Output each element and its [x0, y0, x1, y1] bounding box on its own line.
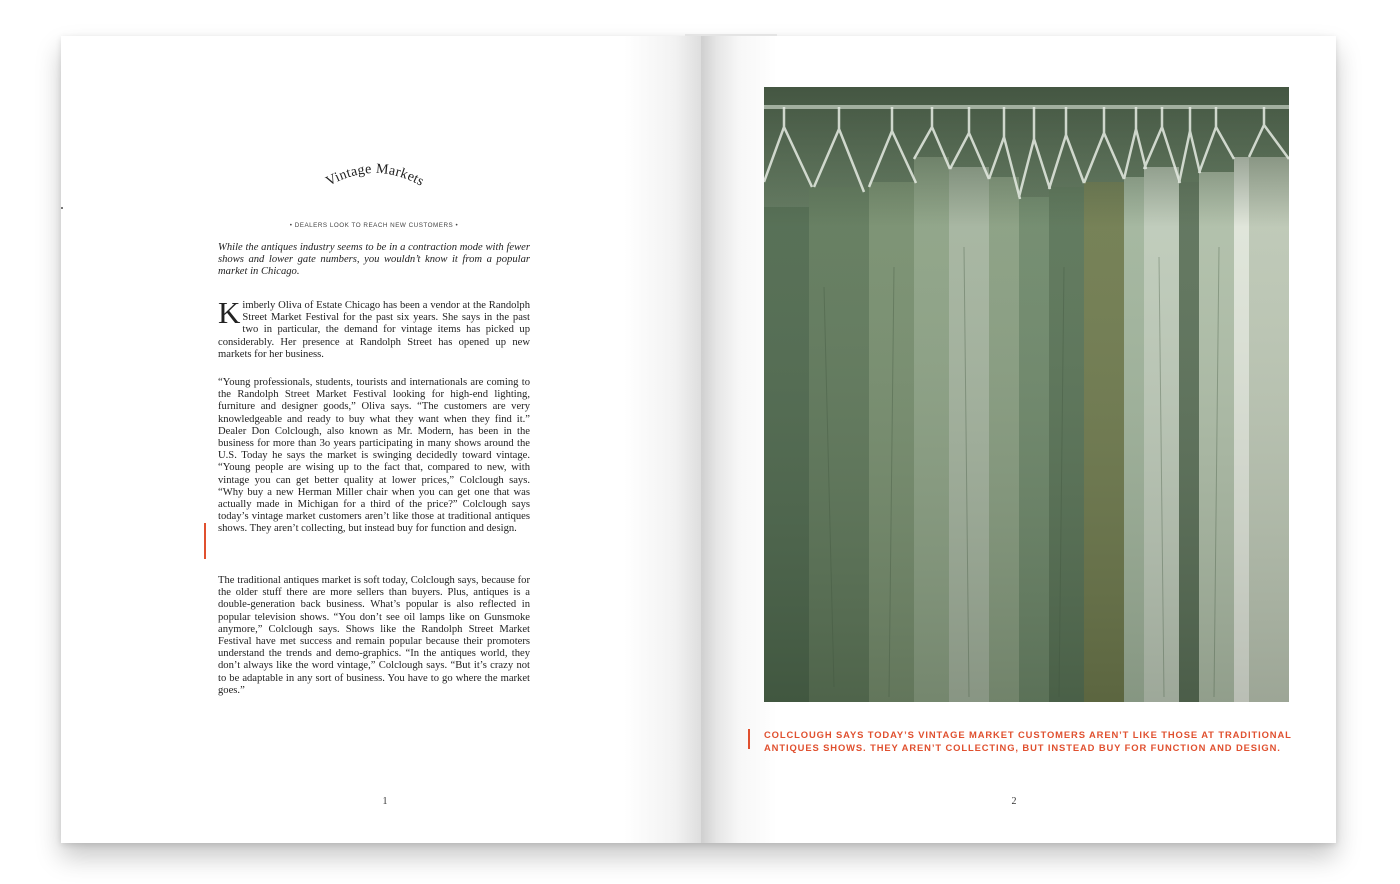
body-paragraph: “Young professionals, students, tourists and internationals are coming to the Randolph Street Market Festival looking for high-end lighting, furniture and designer goods,” Oliva says. “The customers are very knowledgeable and ready to buy what they want when they find it.” Dealer Don Colclough, also known as Mr. Modern, has been in the business for more than 3o years participating in many shows around the U.S. Today he says the market is swinging decidedly toward vintage. “Young people are wising up to the fact that, compared to new, with vintage you can get better quality at lower prices,” Colclough says. “Why buy a new Herman Miller chair when you can get one that was actually made in Michigan for a third of the price?” Colclough says today’s vintage market customers aren’t like those at traditional antiques shows. They aren’t collecting, but instead buy for function and design. — [218, 377, 530, 535]
photo-caption: COLCLOUGH SAYS TODAY’S VINTAGE MARKET CUSTOMERS AREN’T LIKE THOSE AT TRADITIONAL ANTIQUES SHOWS. THEY AREN’T COLLECTING, BUT INSTEAD BUY FOR FUNCTION AND DESIGN. — [764, 729, 1292, 753]
article-title — [250, 123, 500, 213]
article-intro: While the antiques industry seems to be in a contraction mode with fewer shows and lower gate numbers, you wouldn’t know it from a popular market in Chicago. — [218, 242, 530, 277]
pull-quote-marker — [204, 523, 206, 559]
article-title-text: Vintage Markets — [323, 161, 427, 190]
page-number: 2 — [1011, 796, 1017, 807]
body-paragraph — [218, 295, 530, 361]
body-paragraph: The traditional antiques market is soft today, Colclough says, because for the older stuff there are more sellers than buyers. Plus, antiques is a double-generation back business. What’s popular is also reflected in popular television shows. “You don’t see oil lamps like on Gunsmoke anymore,” Colclough says. Shows like the Randolph Street Market Festival have met success and remain popular because their promoters understand the trends and demo-graphics. “In the antiques world, they don’t always like the word vintage,” Colclough says. “But it’s crazy not to be adaptable in any sort of business. You have to go where the market goes.” — [218, 575, 530, 696]
drop-cap: K — [218, 295, 241, 330]
page-edge-mark — [61, 207, 63, 209]
paragraph-text: imberly Oliva of Estate Chicago has been a vendor at the Randolph Street Market Festival for the past six years. She says in the past two in particular, the demand for vintage items has picked up considerably. Her presence at Randolph Street has opened up new markets for her business. — [218, 300, 530, 360]
clothing-rack-photo — [764, 87, 1289, 702]
article-subhead: • DEALERS LOOK TO REACH NEW CUSTOMERS • — [289, 222, 459, 229]
clothing-rack-illustration — [764, 87, 1289, 702]
caption-marker — [748, 729, 750, 749]
svg-text:Vintage Markets — [324, 162, 427, 190]
page-number: 1 — [382, 796, 388, 807]
